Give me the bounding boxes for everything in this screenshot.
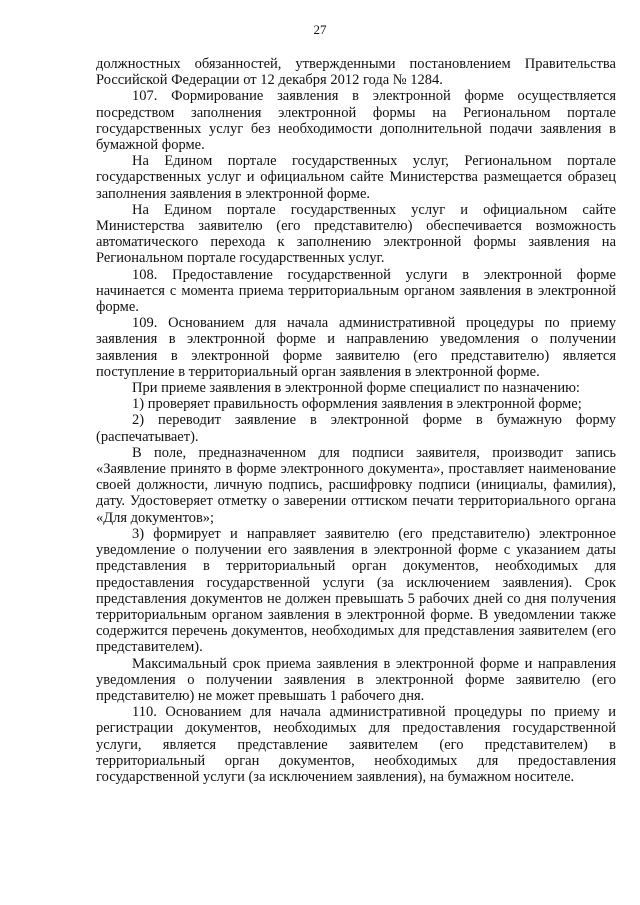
page-number: 27 [313,22,327,37]
paragraph-max-term: Максимальный срок приема заявления в электронной форме и направления уведомления о получении заявления в электронной форме заявителю (его представителю) не может превышать 1 рабочего дня. [96,655,616,704]
list-item-3: 3) формирует и направляет заявителю (его представителю) электронное уведомление о получении его заявления в электронной форме с указанием даты представления в территориальный орган документов, необходимых для предоставления государственной услуги (за исключением заявления). Срок представления документов не должен превышать 5 рабочих дней со дня получения территориальным органом заявления в электронной форме. В уведомлении также содержится перечень документов, необходимых для представления заявителем (его представителем). [96,525,616,656]
paragraph-107: 107. Формирование заявления в электронной форме осуществляется посредством заполнения электронной формы на Региональном портале государственных услуг без необходимости дополнительной подачи заявления в бумажной форме. [96,88,616,154]
paragraph-sample-form: На Едином портале государственных услуг, Региональном портале государственных услуг и официальном сайте Министерства размещается образец заполнения заявления в электронной форме. [96,153,616,202]
document-body [96,56,616,785]
list-item-1: 1) проверяет правильность оформления заявления в электронной форме; [132,396,582,413]
paragraph-signature-field: В поле, предназначенном для подписи заявителя, производит запись «Заявление принято в форме электронного документа», проставляет наименование своей должности, личную подпись, расшифровку подписи (инициалы, фамилия), дату. Удостоверяет отметку о заверении оттиском печати территориального органа «Для документов»; [96,444,616,526]
paragraph-110: 110. Основанием для начала административной процедуры по приему и регистрации документов, необходимых для предоставления государственной услуги, является представление заявителем (его представителем) в территориальный орган документов, необходимых для предоставления государственной услуги (за исключением заявления), на бумажном носителе. [96,704,616,785]
paragraph-109: 109. Основанием для начала административной процедуры по приему заявления в электронной форме и направлению уведомления о получении заявления в электронной форме заявителю (его представителю) является поступление в территориальный орган заявления в электронной форме. [96,315,616,380]
paragraph-auto-transition: На Едином портале государственных услуг и официальном сайте Министерства заявителю (его представителю) обеспечивается возможность автоматического перехода к заполнению электронной формы заявления на Региональном портале государственных услуг. [96,201,616,267]
list-item-2: 2) переводит заявление в электронной форме в бумажную форму (распечатывает). [96,412,616,445]
paragraph-specialist-intro: При приеме заявления в электронной форме специалист по назначению: [132,380,580,397]
paragraph-108: 108. Предоставление государственной услуги в электронной форме начинается с момента приема территориальным органом заявления в электронной форме. [96,266,616,316]
paragraph-continuation: должностных обязанностей, утвержденными постановлением Правительства Российской Федерации от 12 декабря 2012 года № 1284. [96,56,616,89]
